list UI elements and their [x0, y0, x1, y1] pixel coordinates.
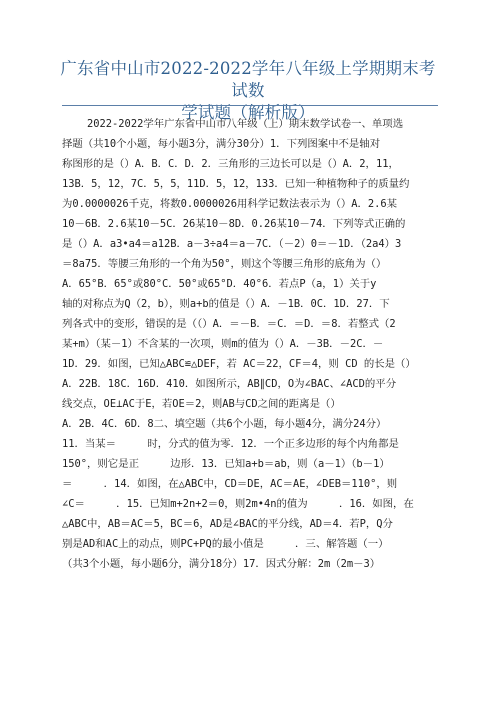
body-line: 择题（共10个小题，每小题3分，满分30分）1．下列图案中不是轴对 — [62, 138, 381, 150]
title-line-2: 学试题（解析版） — [181, 103, 315, 122]
body-line: 150°，则它是正 边形．13．已知a+b＝ab，则（a－1）（b－1） — [62, 458, 390, 470]
body-line: A．2B．4C．6D．8二、填空题（共6个小题，每小题4分，满分24分） — [62, 418, 387, 430]
body-line: ＝ ．14．如图，在△ABC中，CD＝DE，AC＝AE，∠DEB＝110°，则 — [62, 478, 398, 490]
body-line: 是（）A．a3•a4＝a12B．a－3÷a4＝a－7C．（－2）0＝－1D．（2a4）3 — [62, 238, 402, 250]
body-line: 别是AD和AC上的动点，则PC+PQ的最小值是 ．三、解答题（一） — [62, 538, 389, 550]
document-body — [62, 114, 438, 574]
body-line: （共3个小题，每小题6分，满分18分）17．因式分解：2m（2m－3） — [62, 558, 381, 570]
title-line-1: 广东省中山市2022-2022学年八年级上学期期末考试数 — [60, 59, 436, 100]
body-line: 某+m）（某－1）不含某的一次项，则m的值为（）A．－3B．－2C．－ — [62, 338, 384, 350]
body-line: △ABC中，AB＝AC＝5，BC＝6，AD是∠BAC的平分线，AD＝4．若P，Q分 — [62, 518, 393, 530]
body-line: ∠C＝ ．15．已知m+2n+2＝0，则2m•4n的值为 ．16．如图，在 — [62, 498, 414, 510]
body-line: 1D．29．如图，已知△ABC≌△DEF，若 AC＝22，CF＝4，则 CD 的长是（） — [62, 358, 416, 370]
body-line: 轴的对称点为Q（2，b），则a+b的值是（）A．－1B．0C．1D．27．下 — [62, 298, 390, 310]
title-divider — [62, 105, 438, 106]
body-line: ＝8a75．等腰三角形的一个角为50°，则这个等腰三角形的底角为（） — [62, 258, 387, 270]
body-line: A．22B．18C．16D．410．如图所示，AB∥CD，O为∠BAC、∠ACD的平分 — [62, 378, 397, 390]
body-line: 称图形的是（）A．B．C．D．2．三角形的三边长可以是（）A．2，11， — [62, 158, 399, 170]
body-line: 2022-2022学年广东省中山市八年级（上）期末数学试卷一、单项选 — [62, 118, 404, 130]
body-line: 10－6B．2.6某10－5C．26某10－8D．0.26某10－74．下列等式正确的 — [62, 218, 406, 230]
body-line: 线交点，OE⊥AC于E，若OE＝2，则AB与CD之间的距离是（） — [62, 398, 341, 410]
body-line: A．65°B．65°或80°C．50°或65°D．40°6．若点P（a，1）关于y — [62, 278, 377, 290]
body-line: 11．当某＝ 时，分式的值为零．12．一个正多边形的每个内角都是 — [62, 438, 399, 450]
body-line: 13B．5，12，7C．5，5，11D．5，12，133．已知一种植物种子的质量约 — [62, 178, 410, 190]
body-line: 为0.0000026千克，将数0.0000026用科学记数法表示为（）A．2.6某 — [62, 198, 398, 210]
body-line: 列各式中的变形，错误的是（（）A．＝－B．＝C．＝D．＝8．若整式（2 — [62, 318, 396, 330]
